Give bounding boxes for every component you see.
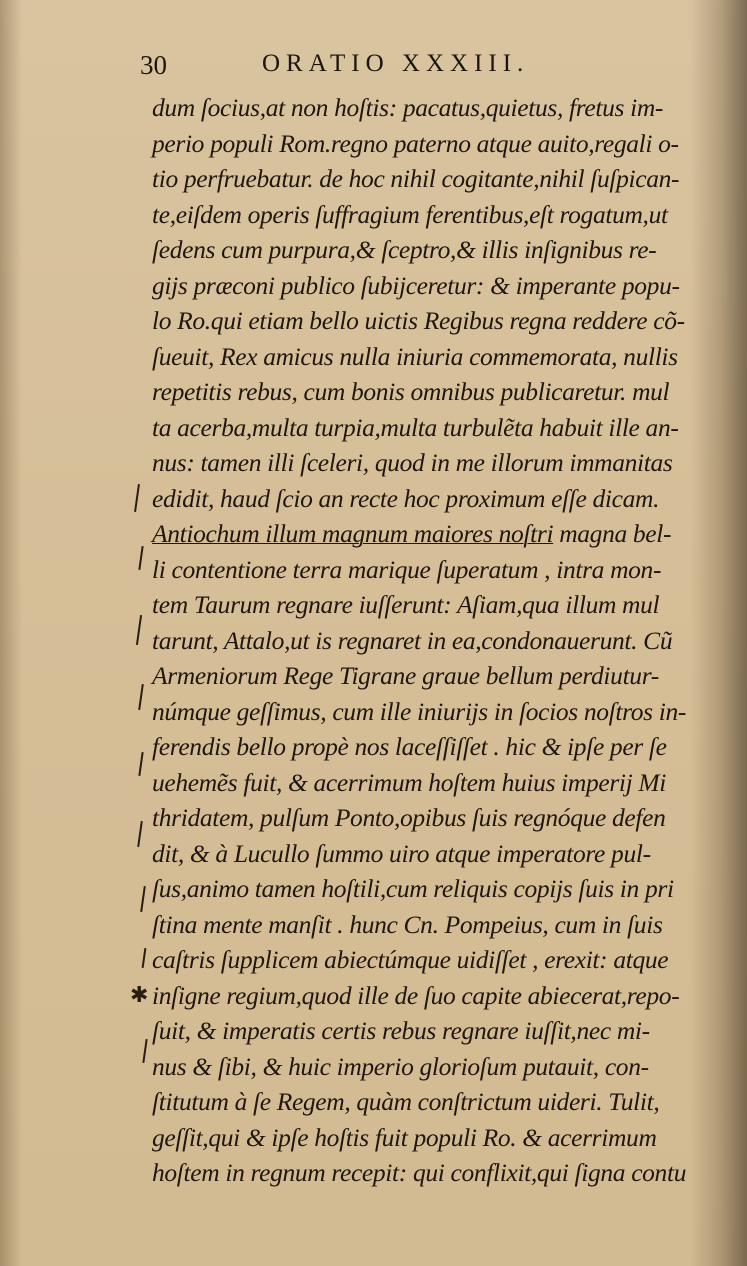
text-line: hoſtem in regnum recepit: qui conflixit,qui ſigna contu	[152, 1158, 687, 1187]
text-line: geſſit,qui & ipſe hoſtis fuit populi Ro. & acerrimum	[152, 1122, 657, 1152]
text-line: ſus,animo tamen hoſtili,cum reliquis copijs ſuis in pri	[152, 874, 674, 903]
text-line: ferendis bello propè nos laceſſiſſet . hic & ipſe per ſe	[152, 732, 667, 761]
margin-mark	[136, 615, 142, 645]
asterisk-mark-icon: ✱	[130, 982, 149, 1007]
text-line: caſtris ſupplicem abiectúmque uidiſſet , erexit: atque	[152, 945, 669, 974]
text-line: repetitis rebus, cum bonis omnibus publicaretur. mul	[152, 377, 670, 406]
text-line: Armeniorum Rege Tigrane graue bellum perdiutur-	[152, 661, 659, 690]
text-line: ta acerba,multa turpia,multa turbulẽta habuit ille an-	[152, 412, 679, 442]
text-line: tarunt, Attalo,ut is regnaret in ea,condonauerunt. Cũ	[152, 625, 673, 655]
margin-annotations	[0, 0, 150, 1266]
text-line: ſueuit, Rex amicus nulla iniuria commemorata, nullis	[152, 341, 678, 371]
underlined-phrase: Antiochum illum magnum maiores noſtri	[152, 519, 554, 548]
text-line-underlined	[152, 516, 682, 552]
text-line: thridatem, pulſum Ponto,opibus ſuis regnóque defen	[152, 803, 666, 832]
running-title: ORATIO XXXIII.	[262, 50, 530, 77]
page-number: 30	[140, 50, 167, 80]
text-line: li contentione terra marique ſuperatum , intra mon-	[152, 554, 662, 584]
text-line: uehemẽs fuit, & acerrimum hoſtem huius imperij Mi	[152, 767, 667, 797]
text-line: gijs præconi publico ſubijceretur: & imperante popu-	[152, 270, 680, 300]
text-line: perio populi Rom.regno paterno atque auito,regali o-	[152, 128, 679, 158]
text-line: lo Ro.qui etiam bello uictis Regibus regna reddere cõ-	[152, 306, 685, 335]
margin-mark	[138, 752, 143, 776]
text-line: edidit, haud ſcio an recte hoc proximum eſſe dicam.	[152, 483, 660, 513]
margin-mark	[137, 821, 143, 847]
text-line: dum ſocius,at non hoſtis: pacatus,quietus, fretus im-	[152, 93, 664, 122]
margin-mark	[140, 886, 146, 912]
line-remainder: magna bel-	[553, 519, 672, 548]
margin-mark	[142, 948, 147, 968]
text-line: ſtitutum à ſe Regem, quàm conſtrictum uideri. Tulit,	[152, 1087, 660, 1116]
text-line: ſedens cum purpura,& ſceptro,& illis inſignibus re-	[152, 235, 657, 264]
margin-mark	[142, 1039, 147, 1063]
margin-mark	[138, 684, 144, 710]
margin-mark	[134, 484, 140, 512]
text-line: dit, & à Lucullo ſummo uiro atque imperatore pul-	[152, 838, 651, 868]
text-line: tem Taurum regnare iuſſerunt: Aſiam,qua illum mul	[152, 590, 660, 619]
text-line: tio perfruebatur. de hoc nihil cogitante,nihil ſuſpican-	[152, 164, 680, 193]
text-line: nus: tamen illi ſceleri, quod in me illorum immanitas	[152, 448, 673, 477]
page-header	[140, 50, 680, 84]
text-line: te,eiſdem operis ſuffragium ferentibus,eſt rogatum,ut	[152, 199, 668, 229]
text-line: númque geſſimus, cum ille iniurijs in ſocios noſtros in-	[152, 696, 687, 726]
text-line: ſuit, & imperatis certis rebus regnare iuſſit,nec mi-	[152, 1016, 650, 1045]
text-line: nus & ſibi, & huic imperio glorioſum putauit, con-	[152, 1051, 649, 1081]
text-line: ſtina mente manſit . hunc Cn. Pompeius, cum in ſuis	[152, 909, 663, 939]
text-line: inſigne regium,quod ille de ſuo capite abiecerat,repo-	[152, 980, 680, 1010]
body-text	[152, 90, 687, 1191]
margin-mark	[138, 546, 143, 570]
